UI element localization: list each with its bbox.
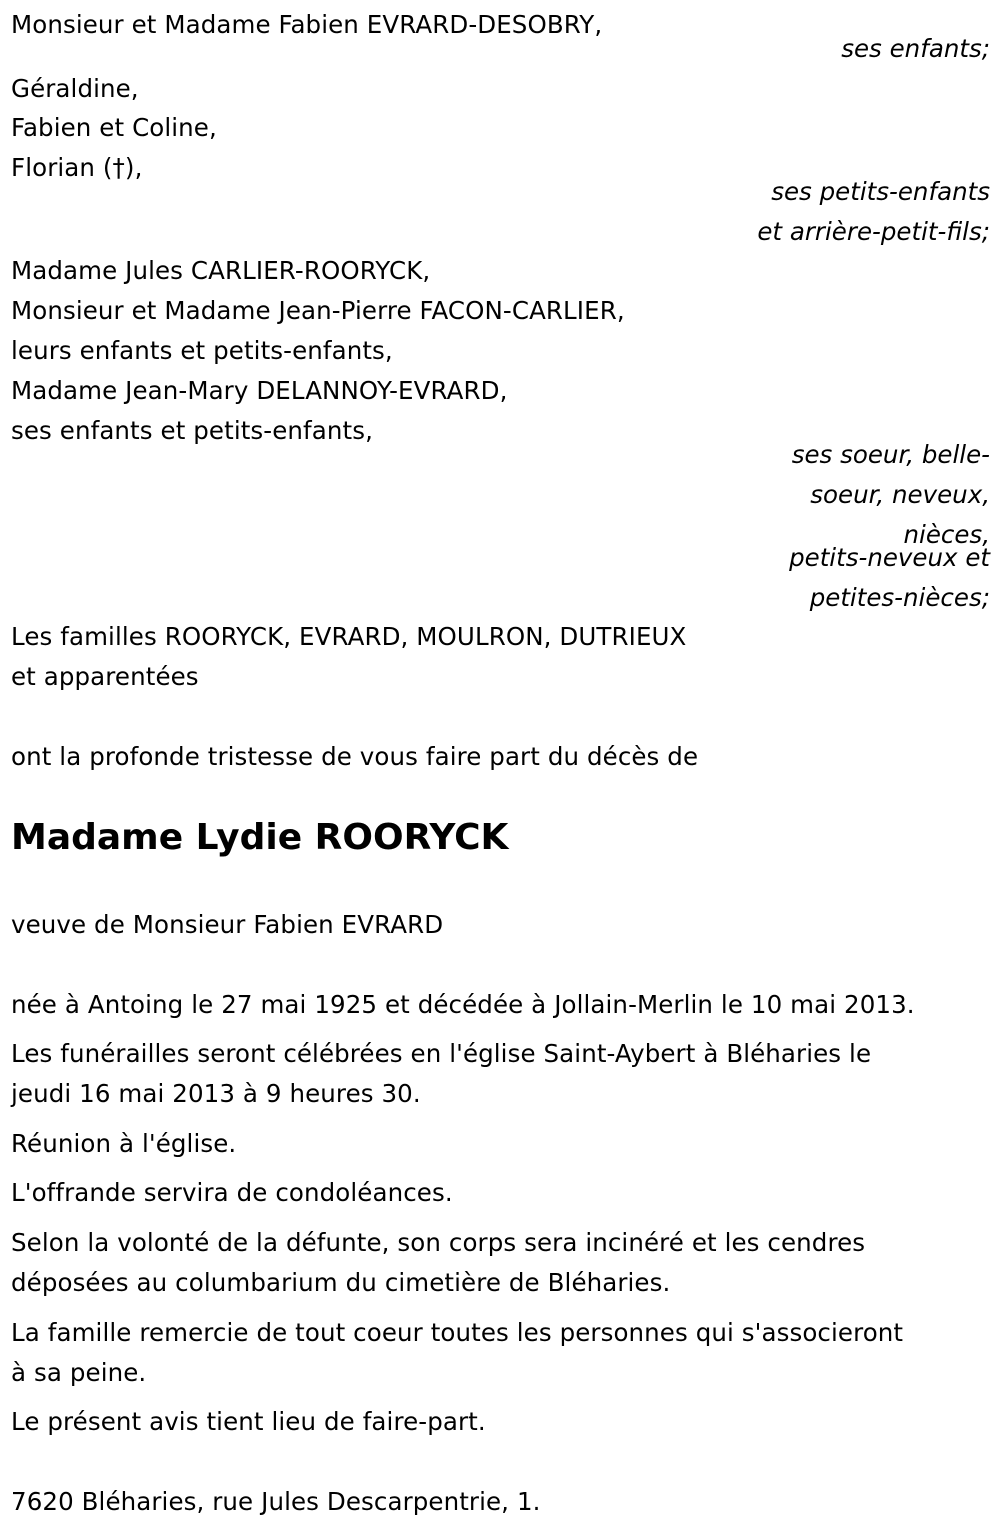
address: 7620 Bléharies, rue Jules Descarpentrie, 1. — [11, 1487, 541, 1516]
sibling-line-5: ses enfants et petits-enfants, — [11, 416, 373, 445]
funeral-line-2: jeudi 16 mai 2013 à 9 heures 30. — [11, 1079, 421, 1108]
siblings-role-5: petites-nièces; — [809, 583, 990, 612]
cremation-line-2: déposées au columbarium du cimetière de Bléharies. — [11, 1268, 671, 1297]
announcement: ont la profonde tristesse de vous faire part du décès de — [11, 742, 699, 771]
thanks-line-1: La famille remercie de tout coeur toutes les personnes qui s'associeront — [11, 1318, 904, 1347]
meeting: Réunion à l'église. — [11, 1129, 237, 1158]
thanks-line-2: à sa peine. — [11, 1358, 147, 1387]
grandchildren-role-2: et arrière-petit-fils; — [757, 217, 990, 246]
children-line-1: Monsieur et Madame Fabien EVRARD-DESOBRY, — [11, 10, 603, 39]
sibling-line-3: leurs enfants et petits-enfants, — [11, 336, 393, 365]
birth-death: née à Antoing le 27 mai 1925 et décédée à Jollain-Merlin le 10 mai 2013. — [11, 990, 915, 1019]
siblings-role-4: petits-neveux et — [789, 543, 990, 572]
sibling-line-4: Madame Jean-Mary DELANNOY-EVRARD, — [11, 376, 508, 405]
sibling-line-1: Madame Jules CARLIER-ROORYCK, — [11, 256, 431, 285]
sibling-line-2: Monsieur et Madame Jean-Pierre FACON-CARLIER, — [11, 296, 625, 325]
grandchild-line-1: Géraldine, — [11, 74, 139, 103]
widow-of: veuve de Monsieur Fabien EVRARD — [11, 910, 444, 939]
siblings-role-3: nièces, — [903, 520, 990, 549]
siblings-role-1: ses soeur, belle- — [791, 440, 990, 469]
cremation-line-1: Selon la volonté de la défunte, son corps sera incinéré et les cendres — [11, 1228, 866, 1257]
offering: L'offrande servira de condoléances. — [11, 1178, 453, 1207]
notice-statement: Le présent avis tient lieu de faire-part. — [11, 1407, 486, 1436]
families-line-2: et apparentées — [11, 662, 199, 691]
families-line-1: Les familles ROORYCK, EVRARD, MOULRON, DUTRIEUX — [11, 622, 687, 651]
grandchildren-role-1: ses petits-enfants — [771, 177, 990, 206]
siblings-role-2: soeur, neveux, — [810, 480, 990, 509]
grandchild-line-3: Florian (†), — [11, 153, 143, 182]
funeral-line-1: Les funérailles seront célébrées en l'église Saint-Aybert à Bléharies le — [11, 1039, 872, 1068]
children-role: ses enfants; — [841, 34, 990, 63]
deceased-name: Madame Lydie ROORYCK — [11, 817, 509, 858]
grandchild-line-2: Fabien et Coline, — [11, 113, 217, 142]
